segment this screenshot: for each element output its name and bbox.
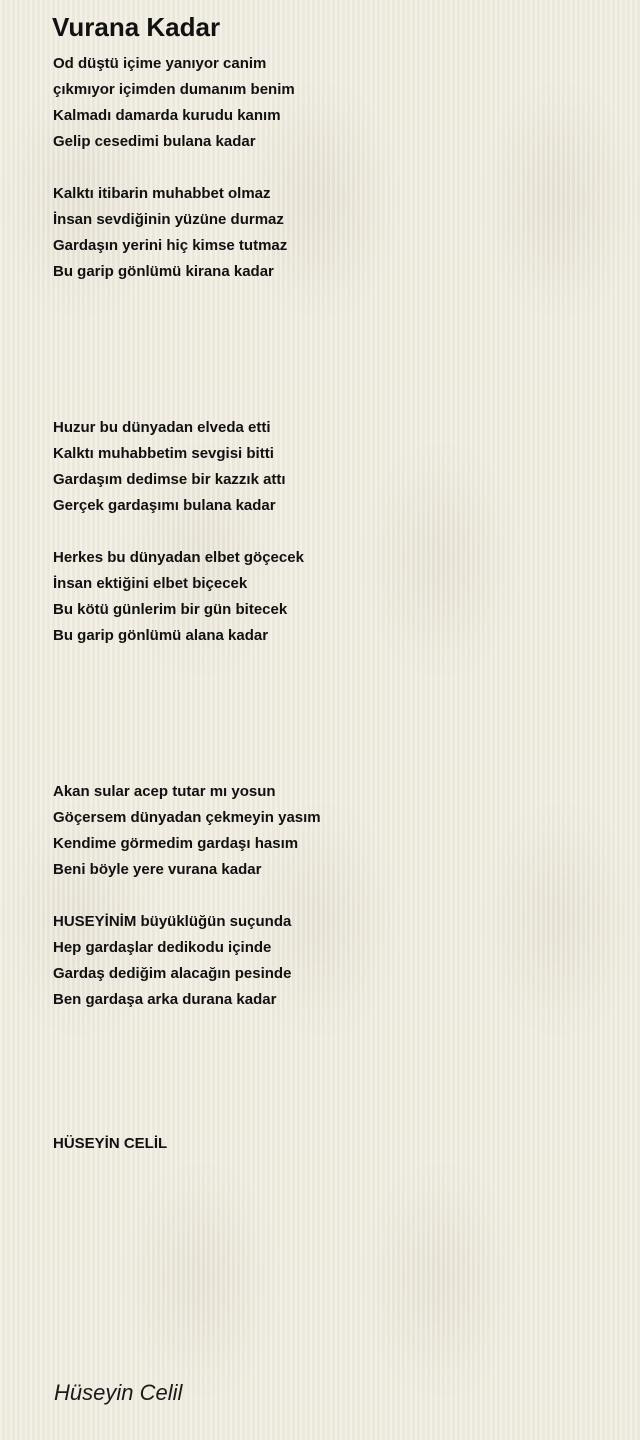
poem-line: Beni böyle yere vurana kadar	[53, 861, 262, 878]
poem-line: Huzur bu dünyadan elveda etti	[53, 419, 271, 436]
stanza	[53, 909, 613, 1013]
poem-line: HUSEYİNİM büyüklüğün suçunda	[53, 913, 292, 930]
poem-line: İnsan ektiğini elbet biçecek	[53, 575, 248, 592]
poem-line: Göçersem dünyadan çekmeyin yasım	[53, 809, 321, 826]
poem-line: İnsan sevdiğinin yüzüne durmaz	[53, 211, 284, 228]
poem-line: Od düştü içime yanıyor canim	[53, 55, 267, 72]
poem-line: Bu garip gönlümü alana kadar	[53, 627, 269, 644]
poem-line: Bu garip gönlümü kirana kadar	[53, 263, 274, 280]
poem-line: Kendime görmedim gardaşı hasım	[53, 835, 299, 852]
poem-line: Gardaşım dedimse bir kazzık attı	[53, 471, 286, 488]
stanza	[53, 545, 613, 649]
stanza	[53, 51, 613, 155]
poem-line: Gelip cesedimi bulana kadar	[53, 133, 256, 150]
poem-line: Gardaşın yerini hiç kimse tutmaz	[53, 237, 288, 254]
poem-line: Hep gardaşlar dedikodu içinde	[53, 939, 272, 956]
poem-title: Vurana Kadar	[52, 12, 221, 42]
poem-body	[53, 51, 613, 1039]
stanza	[53, 181, 613, 285]
author-signature: Hüseyin Celil	[54, 1380, 183, 1405]
poem-line: Herkes bu dünyadan elbet göçecek	[53, 549, 304, 566]
stanza	[53, 779, 613, 883]
poem-line: Bu kötü günlerim bir gün bitecek	[53, 601, 288, 618]
poem-line: Kalktı muhabbetim sevgisi bitti	[53, 445, 274, 462]
poem-line: çıkmıyor içimden dumanım benim	[53, 81, 295, 98]
poem-author: HÜSEYİN CELİL	[53, 1135, 168, 1152]
poem-line: Gardaş dediğim alacağın pesinde	[53, 965, 292, 982]
poem-line: Gerçek gardaşımı bulana kadar	[53, 497, 276, 514]
poem-line: Kalktı itibarin muhabbet olmaz	[53, 185, 271, 202]
poem-line: Kalmadı damarda kurudu kanım	[53, 107, 281, 124]
stanza	[53, 415, 613, 519]
poem-line: Akan sular acep tutar mı yosun	[53, 783, 276, 800]
poem-line: Ben gardaşa arka durana kadar	[53, 991, 277, 1008]
